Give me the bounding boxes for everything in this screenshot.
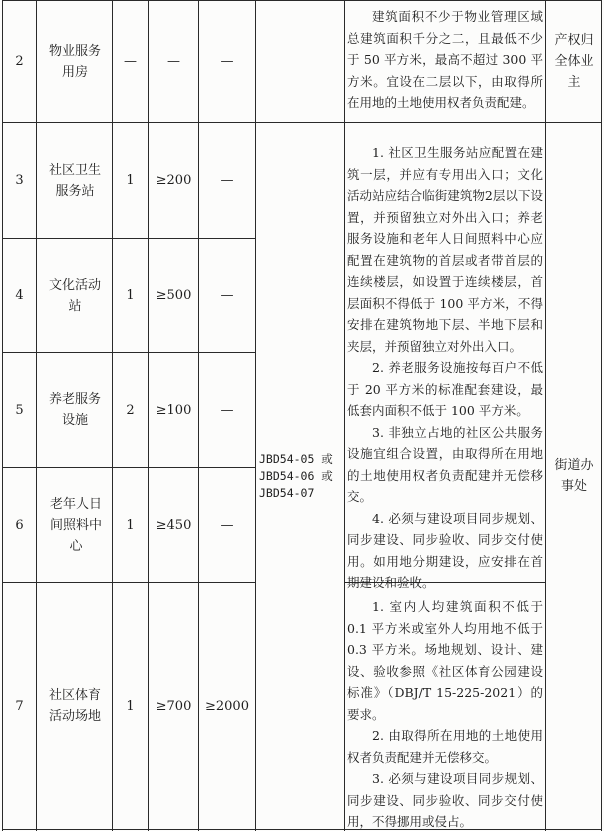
row-number: 7 bbox=[15, 698, 24, 714]
land-area: — bbox=[220, 402, 234, 418]
facility-name: 老年人日间照料中心 bbox=[49, 496, 102, 554]
building-area: ≥200 bbox=[155, 173, 192, 188]
building-area: ≥100 bbox=[155, 402, 192, 418]
community-requirement-item: 4. 必须与建设项目同步规划、同步建设、同步验收、同步交付使用。如用地分期建设，应安排在首期建设和验收。 bbox=[347, 510, 543, 590]
property-requirement: 建筑面积不少于物业管理区域总建筑面积千分之二，且最低不少于 50 平方米，最高不超过 300 平方米。宜设在二层以下，由取得所在用地的土地使用权者负责配建。 bbox=[347, 9, 543, 110]
row-number: 5 bbox=[15, 402, 24, 418]
land-area: — bbox=[220, 517, 234, 533]
land-area: — bbox=[220, 54, 234, 69]
row-number: 6 bbox=[15, 517, 24, 533]
land-area: — bbox=[220, 288, 234, 303]
community-requirement-item: 1. 社区卫生服务站应配置在建筑一层，并应有专用出入口；文化活动站应结合临街建筑物2层以下设置，并预留独立对外出入口；养老服务设施和老年人日间照料中心应配置在建筑物的首层或者带首层的连续楼层，如设置于连续楼层，首层面积不得低于 100 平方米，不得安排在建筑物地下层、半地下层和夹层，并预留独立对外出入口。 bbox=[347, 145, 543, 354]
building-area: ≥500 bbox=[155, 288, 192, 303]
responsible-owner: 产权归全体业主 bbox=[554, 33, 594, 90]
row-number: 3 bbox=[15, 173, 24, 188]
facility-quantity: 1 bbox=[126, 173, 135, 188]
building-area: ≥700 bbox=[155, 698, 192, 714]
facility-quantity: 1 bbox=[126, 517, 135, 533]
sports-requirement-item: 3. 必须与建设项目同步规划、同步建设、同步验收、同步交付使用，不得挪用或侵占。 bbox=[347, 771, 543, 829]
responsible-subdistrict: 街道办事处 bbox=[554, 458, 594, 494]
community-requirement-item: 3. 非独立占地的社区公共服务设施宜组合设置，由取得所在用地的土地使用权者负责配建并无偿移交。 bbox=[347, 424, 543, 504]
standard-code: JBD54-05 或 JBD54-06 或 JBD54-07 bbox=[259, 451, 333, 500]
facility-quantity: 1 bbox=[126, 698, 135, 714]
building-area: ≥450 bbox=[155, 517, 192, 533]
facility-name: 物业服务用房 bbox=[48, 43, 101, 80]
facility-name: 养老服务设施 bbox=[48, 392, 101, 428]
row-number: 4 bbox=[15, 288, 24, 303]
row-number: 2 bbox=[15, 54, 24, 69]
facility-name: 文化活动站 bbox=[48, 277, 101, 314]
community-requirement-item: 2. 养老服务设施按每百户不低于 20 平方米的标准配套建设，最低套内面积不低于 100 平方米。 bbox=[347, 360, 543, 418]
sports-requirement-item: 2. 由取得所在用地的土地使用权者负责配建并无偿移交。 bbox=[347, 728, 543, 765]
facility-quantity: — bbox=[124, 54, 137, 69]
land-area: — bbox=[220, 173, 234, 188]
sports-requirement-item: 1. 室内人均建筑面积不低于 0.1 平方米或室外人均用地不低于 0.3 平方米。场地规划、设计、建设、验收参照《社区体育公园建设标准》（DBJ/T 15-225-2021）的要求。 bbox=[347, 599, 543, 722]
facility-name: 社区体育活动场地 bbox=[48, 688, 101, 724]
facility-name: 社区卫生服务站 bbox=[48, 162, 101, 199]
community-requirements bbox=[347, 142, 543, 594]
facility-quantity: 2 bbox=[126, 402, 135, 418]
facility-quantity: 1 bbox=[126, 288, 135, 303]
building-area: — bbox=[167, 54, 180, 69]
sports-requirements bbox=[347, 596, 543, 833]
land-area: ≥2000 bbox=[205, 698, 249, 714]
